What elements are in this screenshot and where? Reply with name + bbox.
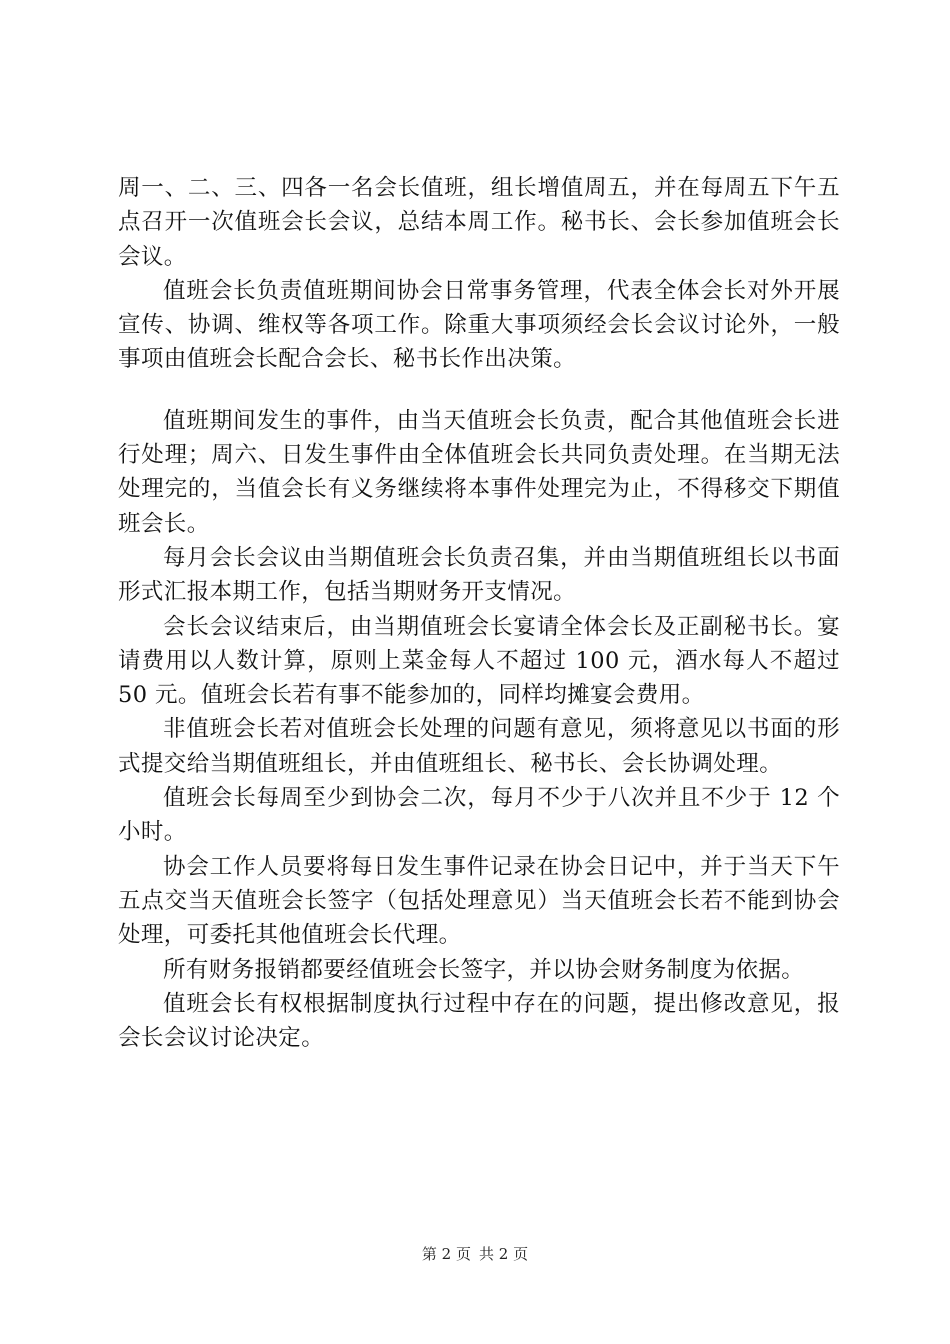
paragraph-10: 值班会长有权根据制度执行过程中存在的问题，提出修改意见，报会长会议讨论决定。 xyxy=(118,990,840,1052)
paragraph-6: 非值班会长若对值班会长处理的问题有意见，须将意见以书面的形式提交给当期值班组长，并由值班组长、秘书长、会长协调处理。 xyxy=(118,716,840,777)
page-footer xyxy=(0,1244,950,1264)
paragraph-3: 值班期间发生的事件，由当天值班会长负责，配合其他值班会长进行处理；周六、日发生事件由全体值班会长共同负责处理。在当期无法处理完的，当值会长有义务继续将本事件处理完为止，不得移交下期值班会长。 xyxy=(118,407,840,537)
paragraph-4: 每月会长会议由当期值班会长负责召集，并由当期值班组长以书面形式汇报本期工作，包括当期财务开支情况。 xyxy=(118,544,840,606)
paragraph-9: 所有财务报销都要经值班会长签字，并以协会财务制度为依据。 xyxy=(163,956,805,983)
page-total: 共 2 页 xyxy=(479,1245,529,1263)
paragraph-2: 值班会长负责值班期间协会日常事务管理，代表全体会长对外开展宣传、协调、维权等各项工作。除重大事项须经会长会议讨论外，一般事项由值班会长配合会长、秘书长作出决策。 xyxy=(118,277,840,373)
paragraph-7: 值班会长每周至少到协会二次，每月不少于八次并且不少于 12 个小时。 xyxy=(118,785,840,846)
page-number: 第 2 页 xyxy=(421,1245,471,1263)
document-body xyxy=(118,171,840,1055)
paragraph-8: 协会工作人员要将每日发生事件记录在协会日记中，并于当天下午五点交当天值班会长签字（包括处理意见）当天值班会长若不能到协会处理，可委托其他值班会长代理。 xyxy=(118,853,840,949)
paragraph-5: 会长会议结束后，由当期值班会长宴请全体会长及正副秘书长。宴请费用以人数计算，原则上菜金每人不超过 100 元，酒水每人不超过 50 元。值班会长若有事不能参加的，同样均摊宴会费用。 xyxy=(118,613,840,709)
paragraph-1: 周一、二、三、四各一名会长值班，组长增值周五，并在每周五下午五点召开一次值班会长会议，总结本周工作。秘书长、会长参加值班会长会议。 xyxy=(118,175,840,270)
